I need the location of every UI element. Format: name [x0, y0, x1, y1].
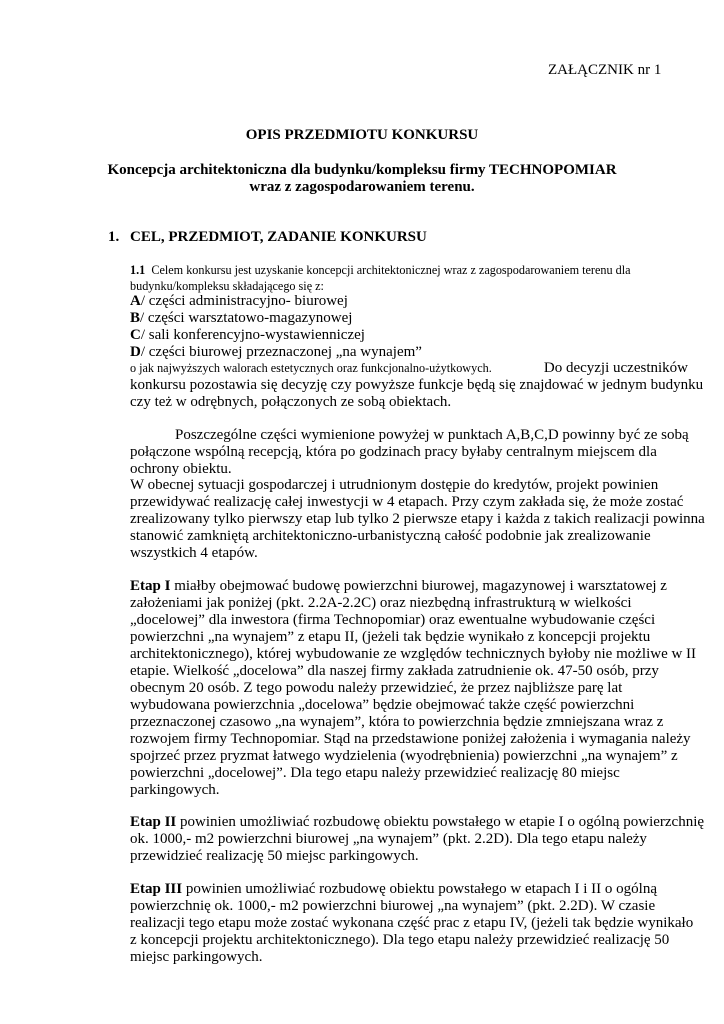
- etap1-line: „docelowej” dla inwestora (firma Technopomiar) oraz ewentualne wybudowanie części: [130, 612, 656, 628]
- etap3-line: realizacji tego etapu może zostać wykonana część prac z etapu IV, (jeżeli tak będzie wynikało: [130, 915, 694, 931]
- etap2-text: powinien umożliwiać rozbudowę obiektu powstałego w etapie I o ogólną powierzchnię: [176, 814, 705, 830]
- etap3-text: powinien umożliwiać rozbudowę obiektu powstałego w etapach I i II o ogólną: [182, 881, 657, 897]
- etap3-line: miejsc parkingowych.: [130, 949, 263, 965]
- etap1-line: etapie. Wielkość „docelowa” dla naszej firmy zakłada zatrudnienie ok. 47-50 osób, przy: [130, 663, 659, 679]
- list-letter: A: [130, 293, 141, 309]
- document-subtitle-line1: Koncepcja architektoniczna dla budynku/kompleksu firmy TECHNOPOMIAR: [107, 162, 617, 178]
- etap1-line: obecnym 20 osób. Z tego powodu należy przewidzieć, że przez najbliższe parę lat: [130, 680, 623, 696]
- para2-line2: połączone wspólną recepcją, która po godzinach pracy byłaby centralnym miejscem dla: [130, 444, 657, 460]
- section-number: 1.: [108, 229, 120, 245]
- document-subtitle-line2: wraz z zagospodarowaniem terenu.: [249, 179, 475, 195]
- aesthetic-line3: czy też w odrębnych, połączonych ze sobą obiektach.: [130, 394, 452, 410]
- etap1-line: architektonicznego), której wybudowanie ze względów technicznych byłoby nie możliwe w II: [130, 646, 697, 662]
- paragraph-1-1-line2: budynku/kompleksu składającego się z:: [130, 279, 324, 293]
- etap1-text: miałby obejmować budowę powierzchni biurowej, magazynowej i warsztatowej z: [170, 578, 667, 594]
- etap1-line: powierzchni „docelowej”. Dla tego etapu należy przewidzieć realizację 80 miejsc: [130, 765, 620, 781]
- para3-line: zrealizowany tylko pierwszy etap lub tylko 2 pierwsze etapy i każda z takich realizacji powinna: [130, 511, 705, 527]
- para3-line: wszystkich 4 etapów.: [130, 545, 258, 561]
- para3-line: przewidywać realizację całej inwestycji w 4 etapach. Przy czym zakłada się, że może zostać: [130, 494, 684, 510]
- list-letter: B: [130, 310, 141, 326]
- etap2-line: przewidzieć realizację 50 miejsc parkingowych.: [130, 848, 419, 864]
- list-text: / sali konferencyjno-wystawienniczej: [140, 327, 365, 343]
- etap1-line: przeznaczonej czasowo „na wynajem”, która to powierzchnia będzie zmniejszana wraz z: [130, 714, 664, 730]
- list-item: [130, 344, 422, 361]
- etap3-label: Etap III: [130, 881, 183, 897]
- etap1-line: powierzchni „na wynajem” z etapu II, (jeżeli tak będzie wynikało z koncepcji projektu: [130, 629, 651, 645]
- paragraph-1-1-line1: [130, 262, 631, 279]
- section-heading: CEL, PRZEDMIOT, ZADANIE KONKURSU: [130, 229, 427, 245]
- etap3-line: z koncepcji projektu architektonicznego). Dla tego etapu należy przewidzieć realizację 50: [130, 932, 670, 948]
- para3-line: stanowić zamkniętą architektoniczno-urbanistyczną całość podobnie jak zrealizowanie: [130, 528, 651, 544]
- aesthetic-line2: konkursu pozostawia się decyzję czy powyższe funkcje będą się znajdować w jednym budynku: [130, 377, 704, 393]
- aesthetic-line1: [130, 360, 688, 377]
- list-item: [130, 327, 365, 344]
- document-title: OPIS PRZEDMIOTU KONKURSU: [245, 127, 479, 143]
- etap1-line: założeniami jak poniżej (pkt. 2.2A-2.2C) oraz niezbędną infrastrukturą w wielkości: [130, 595, 632, 611]
- etap1-line: spojrzeć przez pryzmat łatwego wydzielenia (wyodrębnienia) powierzchni „na wynajem” z: [130, 748, 678, 764]
- etap1-line: wybudowana powierzchnia „docelowa” będzie obejmować także część powierzchni: [130, 697, 635, 713]
- list-item: [130, 310, 352, 327]
- etap2-line: ok. 1000,- m2 powierzchni biurowej „na wynajem” (pkt. 2.2D). Dla tego etapu należy: [130, 831, 647, 847]
- etap1-line: parkingowych.: [130, 782, 220, 798]
- list-item: [130, 293, 348, 310]
- etap3-line: powierzchnię ok. 1000,- m2 powierzchni biurowej „na wynajem” (pkt. 2.2D). W czasie: [130, 898, 656, 914]
- para2-line1: Poszczególne części wymienione powyżej w punktach A,B,C,D powinny być ze sobą: [175, 427, 689, 443]
- etap3-line: [130, 881, 657, 898]
- aesthetic-small-text: o jak najwyższych walorach estetycznych oraz funkcjonalno-użytkowych.: [130, 361, 492, 375]
- list-letter: D: [130, 344, 141, 360]
- aesthetic-rest-text: Do decyzji uczestników: [543, 360, 688, 376]
- etap2-line: [130, 814, 704, 831]
- para2-line3: ochrony obiektu.: [130, 461, 232, 477]
- etap1-line: rozwojem firmy Technopomiar. Stąd na przedstawione poniżej założenia i wymagania należy: [130, 731, 691, 747]
- list-text: / części administracyjno- biurowej: [140, 293, 348, 309]
- paragraph-text: Celem konkursu jest uzyskanie koncepcji architektonicznej wraz z zagospodarowaniem terenu dla: [151, 263, 631, 277]
- etap1-line: [130, 578, 667, 595]
- etap2-label: Etap II: [130, 814, 177, 830]
- list-text: / części biurowej przeznaczonej „na wynajem”: [140, 344, 422, 360]
- annex-label: ZAŁĄCZNIK nr 1: [548, 62, 662, 78]
- list-text: / części warsztatowo-magazynowej: [140, 310, 353, 326]
- para3-line: W obecnej sytuacji gospodarczej i utrudnionym dostępie do kredytów, projekt powinien: [130, 477, 659, 493]
- list-letter: C: [130, 327, 141, 343]
- paragraph-number: 1.1: [130, 263, 146, 277]
- etap1-label: Etap I: [130, 578, 171, 594]
